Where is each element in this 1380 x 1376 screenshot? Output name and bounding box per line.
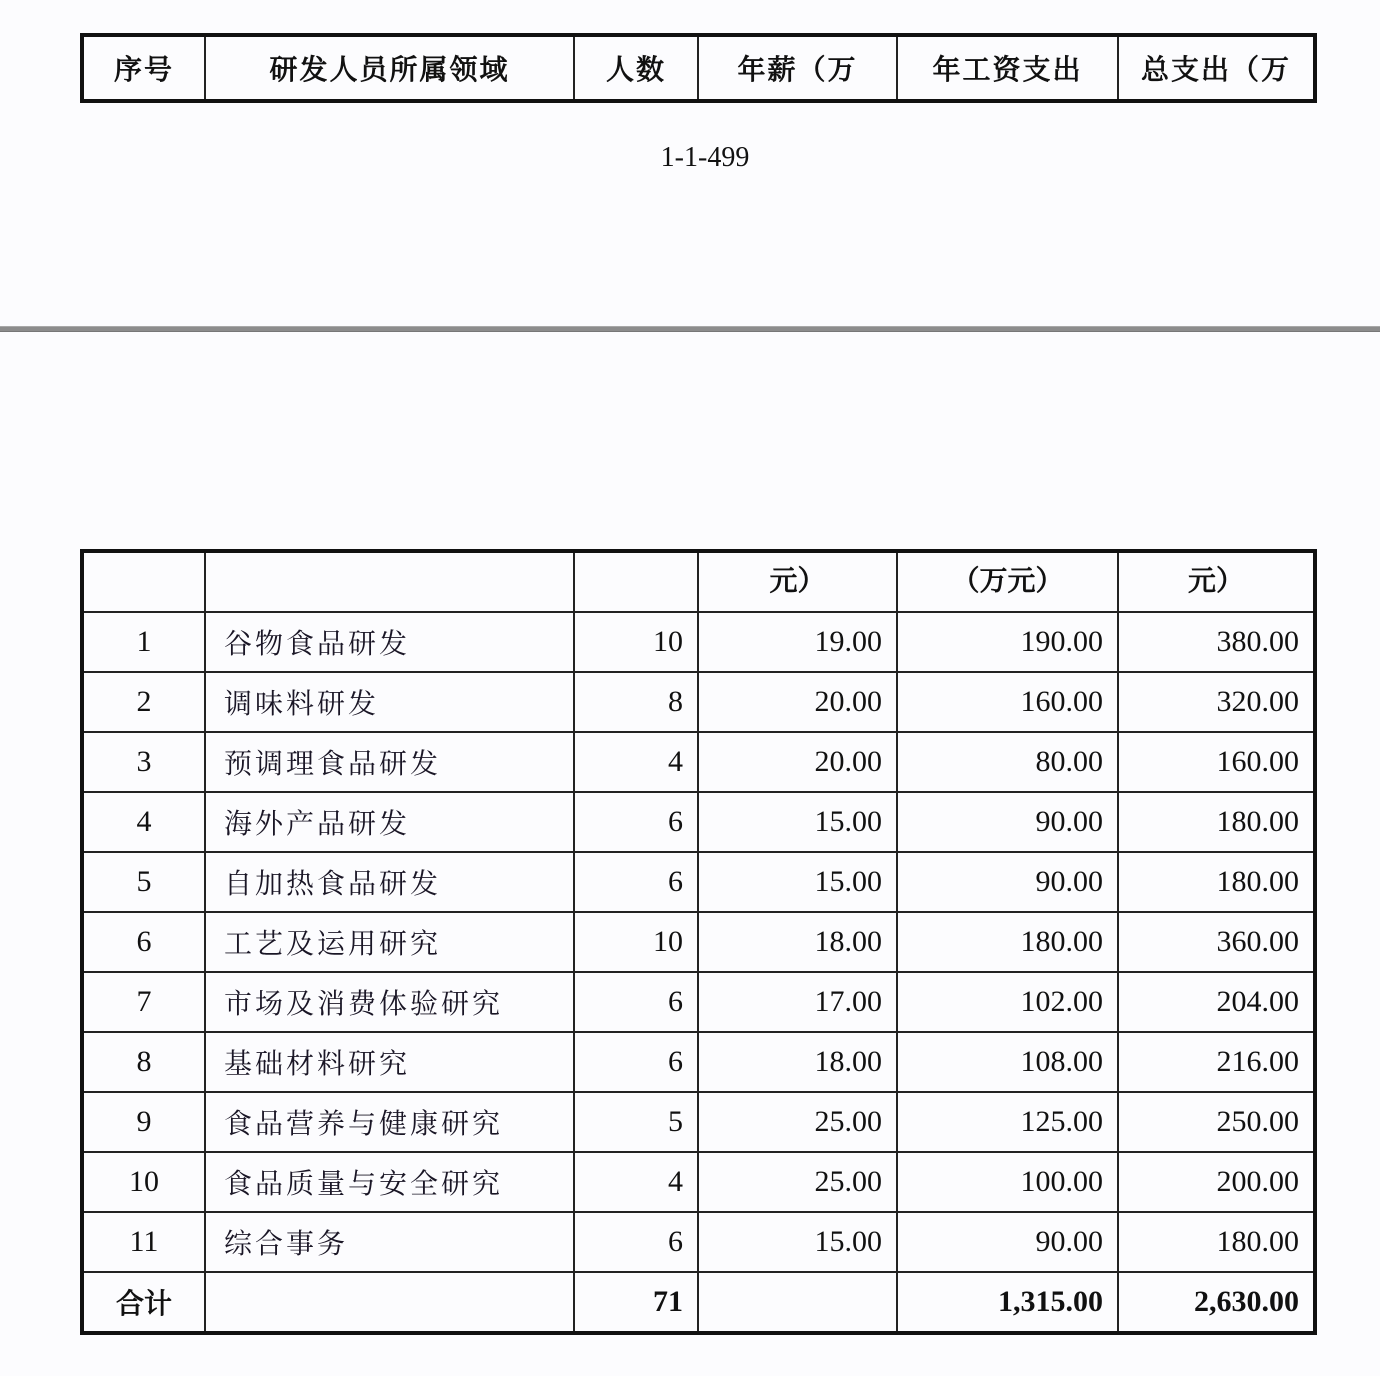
cell-field: 综合事务	[205, 1212, 574, 1272]
cell-headcount: 6	[574, 852, 698, 912]
unit-continuation-row	[82, 551, 1315, 612]
cell-index: 9	[82, 1092, 205, 1152]
header-cell-annual-salary: 年薪（万	[698, 35, 897, 101]
total-row	[82, 1272, 1315, 1333]
cell-total-expense: 360.00	[1118, 912, 1315, 972]
cell-headcount: 6	[574, 1212, 698, 1272]
table-row	[82, 732, 1315, 792]
cell-annual-salary: 25.00	[698, 1092, 897, 1152]
total-annual-salary	[698, 1272, 897, 1333]
cell-total-expense: 320.00	[1118, 672, 1315, 732]
cell-annual-salary: 18.00	[698, 912, 897, 972]
cell-total-expense: 180.00	[1118, 852, 1315, 912]
cell-headcount: 6	[574, 972, 698, 1032]
cell-headcount: 10	[574, 612, 698, 672]
cell-annual-wage-expense: 90.00	[897, 1212, 1118, 1272]
table-header	[80, 33, 1317, 103]
cell-annual-wage-expense: 180.00	[897, 912, 1118, 972]
cell-annual-salary: 17.00	[698, 972, 897, 1032]
table-row	[82, 852, 1315, 912]
header-cell-total-expense: 总支出（万	[1118, 35, 1315, 101]
total-cell-field	[205, 1272, 574, 1333]
cell-total-expense: 216.00	[1118, 1032, 1315, 1092]
cell-index: 5	[82, 852, 205, 912]
cell-field: 基础材料研究	[205, 1032, 574, 1092]
cell-headcount: 4	[574, 732, 698, 792]
cell-field: 预调理食品研发	[205, 732, 574, 792]
cell-index: 2	[82, 672, 205, 732]
cell-annual-salary: 18.00	[698, 1032, 897, 1092]
cell-annual-salary: 20.00	[698, 732, 897, 792]
header-row	[82, 35, 1315, 101]
cell-annual-wage-expense: 160.00	[897, 672, 1118, 732]
cell-annual-wage-expense: 100.00	[897, 1152, 1118, 1212]
cell-index: 4	[82, 792, 205, 852]
cell-field: 海外产品研发	[205, 792, 574, 852]
cell-total-expense: 180.00	[1118, 792, 1315, 852]
cell-annual-wage-expense: 80.00	[897, 732, 1118, 792]
cell-annual-wage-expense: 190.00	[897, 612, 1118, 672]
header-cell-field: 研发人员所属领域	[205, 35, 574, 101]
table-row	[82, 612, 1315, 672]
unit-cell-annual-wage-expense: （万元）	[897, 551, 1118, 612]
table-row	[82, 792, 1315, 852]
cell-index: 10	[82, 1152, 205, 1212]
cell-index: 6	[82, 912, 205, 972]
cell-total-expense: 200.00	[1118, 1152, 1315, 1212]
cell-total-expense: 160.00	[1118, 732, 1315, 792]
cell-headcount: 6	[574, 1032, 698, 1092]
cell-annual-salary: 20.00	[698, 672, 897, 732]
rd-staff-table	[80, 549, 1317, 1335]
table-row	[82, 1152, 1315, 1212]
cell-annual-wage-expense: 90.00	[897, 792, 1118, 852]
cell-headcount: 6	[574, 792, 698, 852]
cell-total-expense: 180.00	[1118, 1212, 1315, 1272]
cell-annual-wage-expense: 108.00	[897, 1032, 1118, 1092]
table-row	[82, 672, 1315, 732]
cell-field: 调味料研发	[205, 672, 574, 732]
cell-total-expense: 380.00	[1118, 612, 1315, 672]
table-row	[82, 1032, 1315, 1092]
cell-total-expense: 204.00	[1118, 972, 1315, 1032]
page-top	[0, 0, 1380, 326]
cell-field: 食品营养与健康研究	[205, 1092, 574, 1152]
table-row	[82, 1092, 1315, 1152]
header-cell-index: 序号	[82, 35, 205, 101]
cell-index: 8	[82, 1032, 205, 1092]
page-number: 1-1-499	[660, 142, 750, 173]
cell-index: 11	[82, 1212, 205, 1272]
cell-annual-salary: 15.00	[698, 1212, 897, 1272]
cell-annual-salary: 19.00	[698, 612, 897, 672]
cell-field: 自加热食品研发	[205, 852, 574, 912]
unit-cell-index	[82, 551, 205, 612]
total-label: 合计	[82, 1272, 205, 1333]
cell-annual-wage-expense: 102.00	[897, 972, 1118, 1032]
cell-field: 食品质量与安全研究	[205, 1152, 574, 1212]
cell-index: 3	[82, 732, 205, 792]
cell-annual-wage-expense: 125.00	[897, 1092, 1118, 1152]
cell-annual-wage-expense: 90.00	[897, 852, 1118, 912]
cell-annual-salary: 15.00	[698, 792, 897, 852]
unit-cell-headcount	[574, 551, 698, 612]
table-row	[82, 972, 1315, 1032]
cell-headcount: 10	[574, 912, 698, 972]
table-row	[82, 912, 1315, 972]
total-annual-wage-expense: 1,315.00	[897, 1272, 1118, 1333]
header-cell-headcount: 人数	[574, 35, 698, 101]
cell-headcount: 5	[574, 1092, 698, 1152]
total-headcount: 71	[574, 1272, 698, 1333]
unit-cell-annual-salary: 元）	[698, 551, 897, 612]
cell-field: 谷物食品研发	[205, 612, 574, 672]
cell-annual-salary: 15.00	[698, 852, 897, 912]
cell-index: 1	[82, 612, 205, 672]
cell-index: 7	[82, 972, 205, 1032]
cell-headcount: 8	[574, 672, 698, 732]
cell-annual-salary: 25.00	[698, 1152, 897, 1212]
unit-cell-field	[205, 551, 574, 612]
table-row	[82, 1212, 1315, 1272]
cell-headcount: 4	[574, 1152, 698, 1212]
cell-field: 市场及消费体验研究	[205, 972, 574, 1032]
cell-total-expense: 250.00	[1118, 1092, 1315, 1152]
unit-cell-total-expense: 元）	[1118, 551, 1315, 612]
total-expense: 2,630.00	[1118, 1272, 1315, 1333]
cell-field: 工艺及运用研究	[205, 912, 574, 972]
header-cell-annual-wage-expense: 年工资支出	[897, 35, 1118, 101]
